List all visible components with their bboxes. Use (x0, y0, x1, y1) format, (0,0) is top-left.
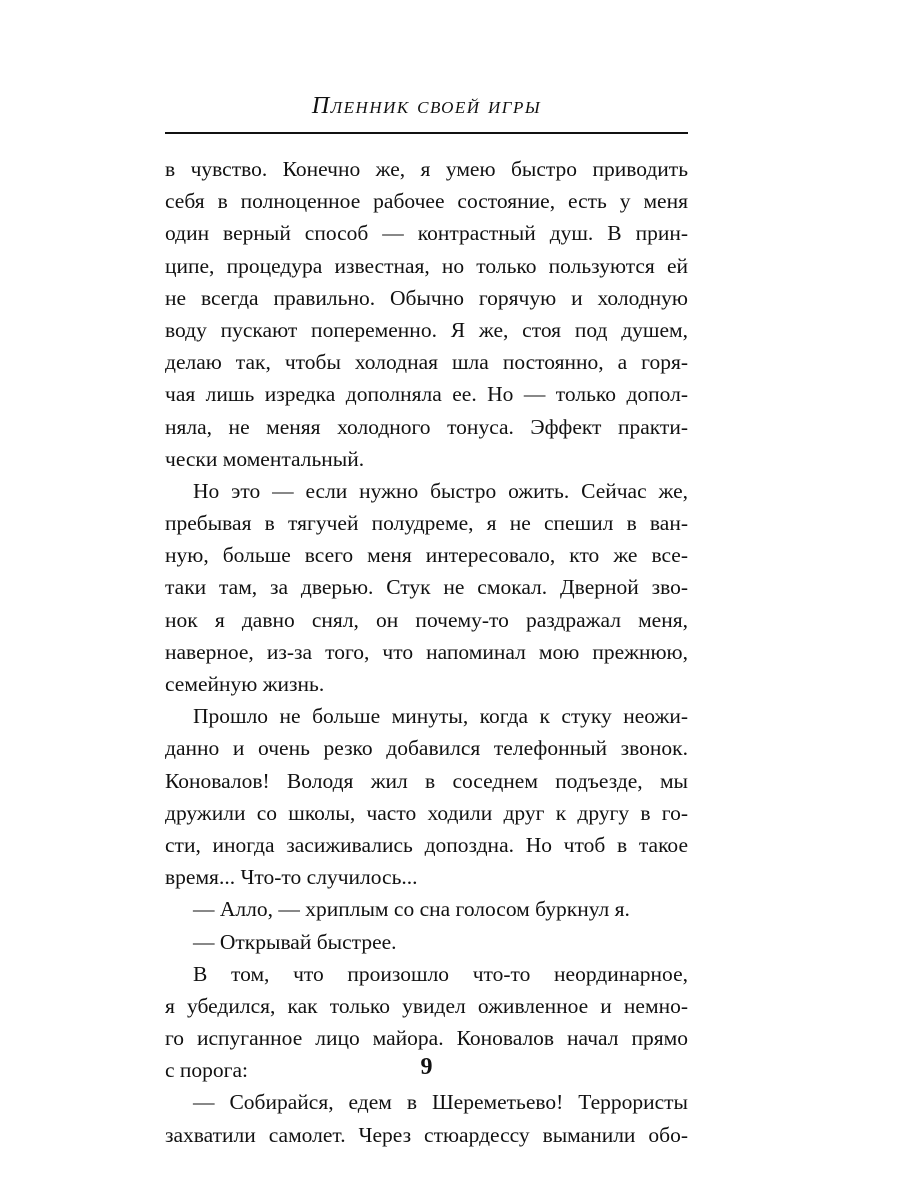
text-line: в чувство. Конечно же, я умею быстро приводить (165, 157, 688, 181)
text-line: В том, что произошло что-то неординарное, (193, 961, 688, 986)
text-line: данно и очень резко добавился телефонный звонок. (165, 736, 688, 761)
text-line: чая лишь изредка дополняла ее. Но — только допол- (165, 382, 688, 407)
text-line: таки там, за дверью. Стук не смокал. Дверной зво- (165, 575, 688, 600)
text-line: время... Что-то случилось... (165, 865, 418, 890)
text-line: воду пускают попеременно. Я же, стоя под душем, (165, 317, 688, 342)
text-line: Коновалов! Володя жил в соседнем подъезде, мы (165, 768, 688, 793)
text-line: — Алло, — хриплым со сна голосом буркнул я. (193, 897, 630, 922)
text-line: Но это — если нужно быстро ожить. Сейчас же, (193, 478, 688, 503)
header-rule (165, 132, 688, 134)
text-line: няла, не меняя холодного тонуса. Эффект практи- (165, 414, 688, 439)
text-line: — Открывай быстрее. (193, 929, 397, 954)
text-line: дружили со школы, часто ходили друг к другу в го- (165, 800, 688, 825)
text-line: наверное, из-за того, что напоминал мою прежнюю, (165, 639, 688, 664)
text-line: нок я давно снял, он почему-то раздражал меня, (165, 607, 688, 632)
text-line: Прошло не больше минуты, когда к стуку неожи- (193, 704, 688, 729)
text-line: чески моментальный. (165, 446, 365, 471)
text-line: захватили самолет. Через стюардессу выманили обо- (165, 1122, 688, 1147)
text-line: с порога: (165, 1058, 249, 1083)
page-number: 9 (420, 1054, 433, 1080)
text-line: ную, больше всего меня интересовало, кто же все- (165, 543, 688, 568)
text-line: — Собирайся, едем в Шереметьево! Террористы (193, 1090, 688, 1115)
text-line: го испуганное лицо майора. Коновалов начал прямо (165, 1026, 688, 1051)
text-line: делаю так, чтобы холодная шла постоянно, а горя- (165, 350, 688, 375)
text-line: ципе, процедура известная, но только пользуются ей (165, 253, 688, 278)
running-head: Пленник своей игры (311, 93, 542, 119)
text-line: сти, иногда засиживались допоздна. Но чтоб в такое (165, 832, 688, 857)
text-line: себя в полноценное рабочее состояние, есть у меня (165, 189, 688, 214)
text-line: семейную жизнь. (165, 672, 325, 696)
text-line: один верный способ — контрастный душ. В прин- (165, 221, 688, 246)
text-line: я убедился, как только увидел оживленное и немно- (165, 993, 688, 1018)
body-text (165, 153, 688, 1151)
text-line: пребывая в тягучей полудреме, я не спешил в ван- (165, 511, 688, 536)
text-line: не всегда правильно. Обычно горячую и холодную (165, 285, 688, 310)
